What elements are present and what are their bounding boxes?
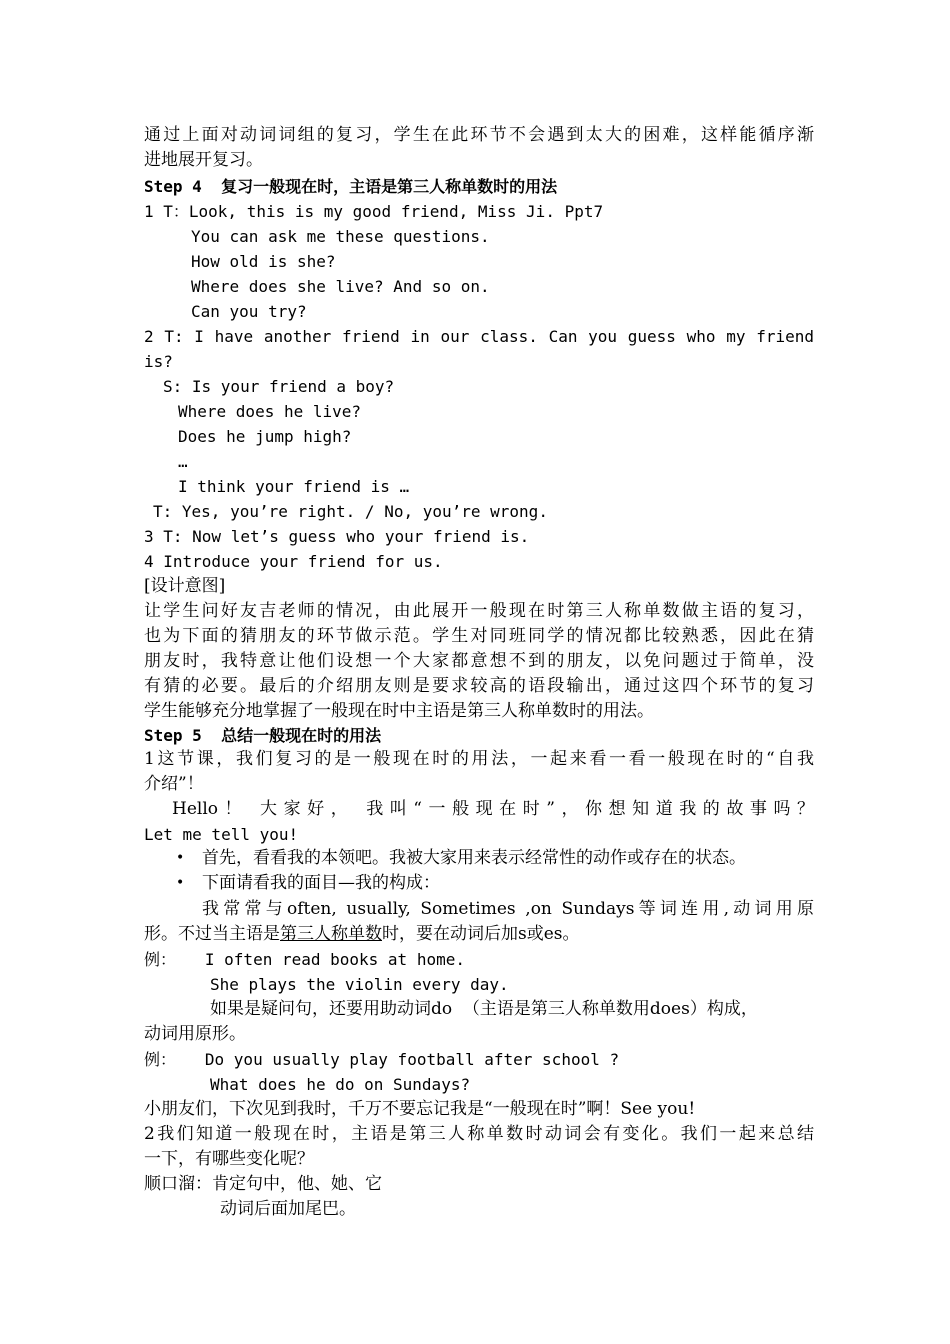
bullet-item: 下面请看我的面目—我的构成： xyxy=(202,873,440,893)
dialogue-line: 1 T：Look, this is my good friend, Miss Ji. Ppt7 xyxy=(144,202,604,221)
paragraph-line: 介绍”！ xyxy=(144,774,204,794)
text-segment: 形。不过当主语是 xyxy=(144,924,280,944)
paragraph-line: 通过上面对动词词组的复习，学生在此环节不会遇到太大的困难，这样能循序渐 xyxy=(144,125,814,145)
dialogue-line: 3 T: Now let’s guess who your friend is. xyxy=(144,527,530,546)
example-line: 例： I often read books at home. xyxy=(144,950,465,969)
paragraph-line: 也为下面的猜朋友的环节做示范。学生对同班同学的情况都比较熟悉，因此在猜 xyxy=(144,626,814,646)
paragraph-line xyxy=(144,922,814,947)
bullet-item: 首先，看看我的本领吧。我被大家用来表示经常性的动作或存在的状态。 xyxy=(202,848,746,868)
paragraph-line: Let me tell you! xyxy=(144,825,299,844)
paragraph-line: 进地展开复习。 xyxy=(144,150,263,170)
dialogue-line: Does he jump high? xyxy=(178,427,352,446)
bullet-icon: • xyxy=(176,850,185,866)
dialogue-line: 2 T: I have another friend in our class. Can you guess who my friend xyxy=(144,327,814,346)
dialogue-line: 4 Introduce your friend for us. xyxy=(144,552,443,571)
dialogue-line: Where does she live? And so on. xyxy=(191,277,490,296)
step4-heading: Step 4 复习一般现在时，主语是第三人称单数时的用法 xyxy=(144,177,558,196)
dialogue-line: How old is she? xyxy=(191,252,336,271)
dialogue-line: is? xyxy=(144,352,173,371)
example-line: 例： Do you usually play football after school ? xyxy=(144,1050,620,1069)
paragraph-line: 让学生问好友吉老师的情况，由此展开一般现在时第三人称单数做主语的复习， xyxy=(144,601,814,621)
paragraph-line: 一下，有哪些变化呢？ xyxy=(144,1149,314,1169)
dialogue-line: S: Is your friend a boy? xyxy=(163,377,395,396)
design-intent-label: [设计意图] xyxy=(144,576,226,596)
paragraph-line: 如果是疑问句，还要用助动词do （主语是第三人称单数用does）构成， xyxy=(210,999,758,1019)
paragraph-line: 2我们知道一般现在时，主语是第三人称单数时动词会有变化。我们一起来总结 xyxy=(144,1124,814,1144)
text-segment: 时，要在动词后加s或es。 xyxy=(382,924,580,944)
paragraph-line: 1这节课，我们复习的是一般现在时的用法，一起来看一看一般现在时的“自我 xyxy=(144,749,814,769)
dialogue-line: … xyxy=(178,452,188,471)
paragraph-line: 我常常与often, usually, Sometimes ,on Sundays等词连用,动词用原 xyxy=(202,899,814,919)
example-line: What does he do on Sundays? xyxy=(210,1075,471,1094)
bullet-icon: • xyxy=(176,875,185,891)
dialogue-line: Can you try? xyxy=(191,302,307,321)
paragraph-line: 学生能够充分地掌握了一般现在时中主语是第三人称单数时的用法。 xyxy=(144,701,654,721)
paragraph-line: 有猜的必要。最后的介绍朋友则是要求较高的语段输出，通过这四个环节的复习 xyxy=(144,676,814,696)
paragraph-line: 动词用原形。 xyxy=(144,1024,246,1044)
paragraph-line: 朋友时，我特意让他们设想一个大家都意想不到的朋友，以免问题过于简单，没 xyxy=(144,651,814,671)
example-line: She plays the violin every day. xyxy=(210,975,509,994)
rhyme-line: 动词后面加尾巴。 xyxy=(220,1199,356,1219)
dialogue-line: T: Yes, you’re right. / No, you’re wrong. xyxy=(153,502,548,521)
paragraph-line: 小朋友们，下次见到我时，千万不要忘记我是“一般现在时”啊！See you! xyxy=(144,1099,696,1119)
paragraph-line: Hello！ 大家好， 我叫“一般现在时”，你想知道我的故事吗？ xyxy=(172,799,814,819)
dialogue-line: Where does he live? xyxy=(178,402,362,421)
dialogue-line: You can ask me these questions. xyxy=(191,227,490,246)
rhyme-line: 顺口溜：肯定句中，他、她、它 xyxy=(144,1174,382,1194)
underlined-term: 第三人称单数 xyxy=(280,924,382,944)
step5-heading: Step 5 总结一般现在时的用法 xyxy=(144,726,382,745)
dialogue-line: I think your friend is … xyxy=(178,477,410,496)
